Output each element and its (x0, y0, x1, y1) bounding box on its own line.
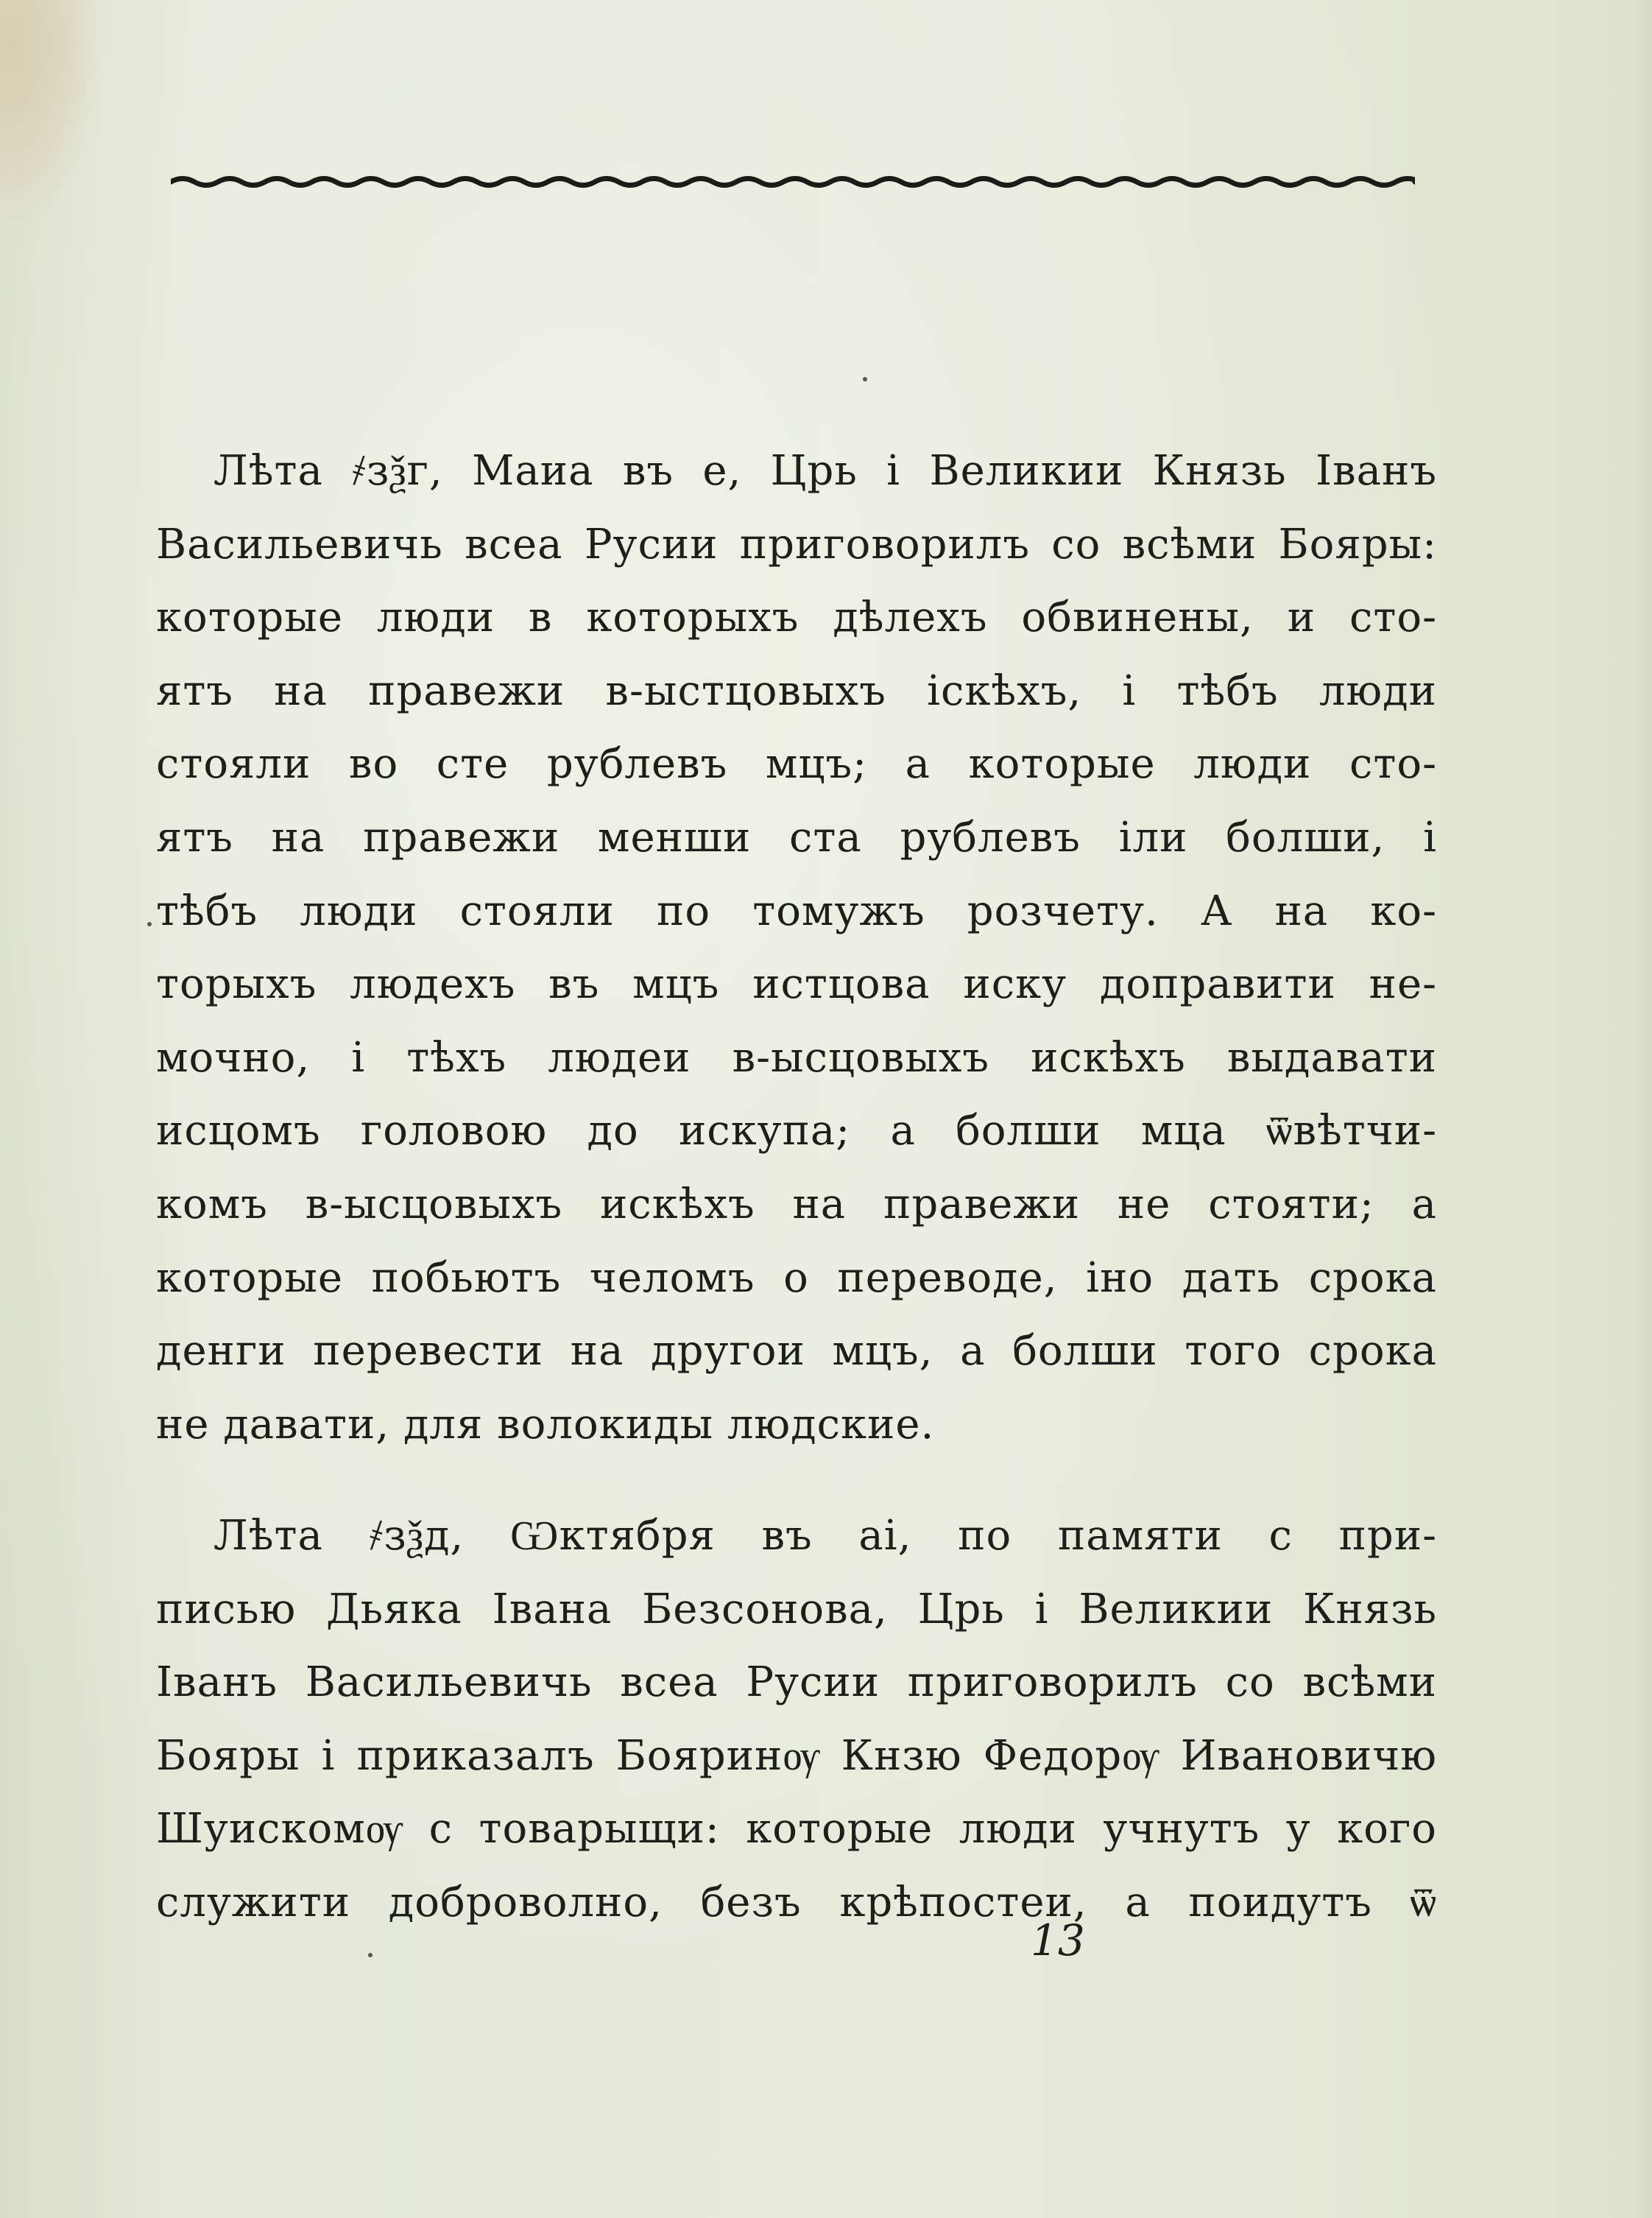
text-line: денги перевести на другои мцъ, а болши того срока (156, 1327, 1437, 1376)
text-line: торыхъ людехъ въ мцъ истцова иску доправити не- (156, 960, 1437, 1009)
text-line: не давати, для волокиды людские. (156, 1400, 935, 1448)
paper-stain (0, 0, 96, 221)
text-line: Лѣта ҂зѯг, Маиа въ е, Црь і Великии Князь Іванъ (213, 447, 1437, 495)
ink-speck (147, 922, 152, 926)
text-line: тѣбъ люди стояли по томужъ розчету. А на ко- (156, 887, 1437, 935)
text-line: исцомъ головою до искупа; а болши мца ѿвѣтчи- (156, 1107, 1437, 1155)
text-line: мочно, і тѣхъ людеи в-ысцовыхъ искѣхъ выдавати (156, 1033, 1437, 1082)
paragraph-2 (156, 1499, 1437, 1940)
text-line: которые люди в которыхъ дѣлехъ обвинены, и сто- (156, 594, 1437, 642)
wave-line (171, 179, 1415, 186)
wavy-ornament-rule (171, 163, 1415, 200)
text-line: Лѣта ҂зѯд, Ѡктября въ аі, по памяти с при- (213, 1512, 1437, 1560)
text-line: ятъ на правежи менши ста рублевъ іли болши, і (156, 813, 1437, 862)
ink-speck (863, 377, 867, 381)
text-line: комъ в-ысцовыхъ искѣхъ на правежи не стояти; а (156, 1180, 1437, 1228)
text-line: которые побьютъ челомъ о переводе, іно дать срока (156, 1253, 1437, 1302)
text-line: ятъ на правежи в-ыстцовыхъ іскѣхъ, і тѣбъ люди (156, 666, 1437, 715)
text-line: Бояры і приказалъ Бояринѹ Кнзю Федорѹ Ивановичю (156, 1731, 1437, 1780)
text-line: Васильевичь всеа Русии приговорилъ со всѣми Бояры: (156, 520, 1437, 568)
text-line: служити доброволно, безъ крѣпостеи, а поидутъ ѿ (156, 1878, 1437, 1926)
page-number: 13 (1031, 1915, 1085, 1965)
text-line: Іванъ Васильевичь всеа Русии приговорилъ со всѣми (156, 1658, 1437, 1707)
text-line: писью Дьяка Івана Безсонова, Црь і Великии Князь (156, 1585, 1437, 1633)
ink-speck (368, 1953, 373, 1957)
page-edge-shadow (1630, 0, 1652, 2218)
paragraph-1 (156, 434, 1437, 1461)
text-line: стояли во сте рублевъ мцъ; а которые люди сто- (156, 740, 1437, 789)
text-line: Шуискомѹ с товарыщи: которые люди учнутъ у кого (156, 1805, 1437, 1853)
